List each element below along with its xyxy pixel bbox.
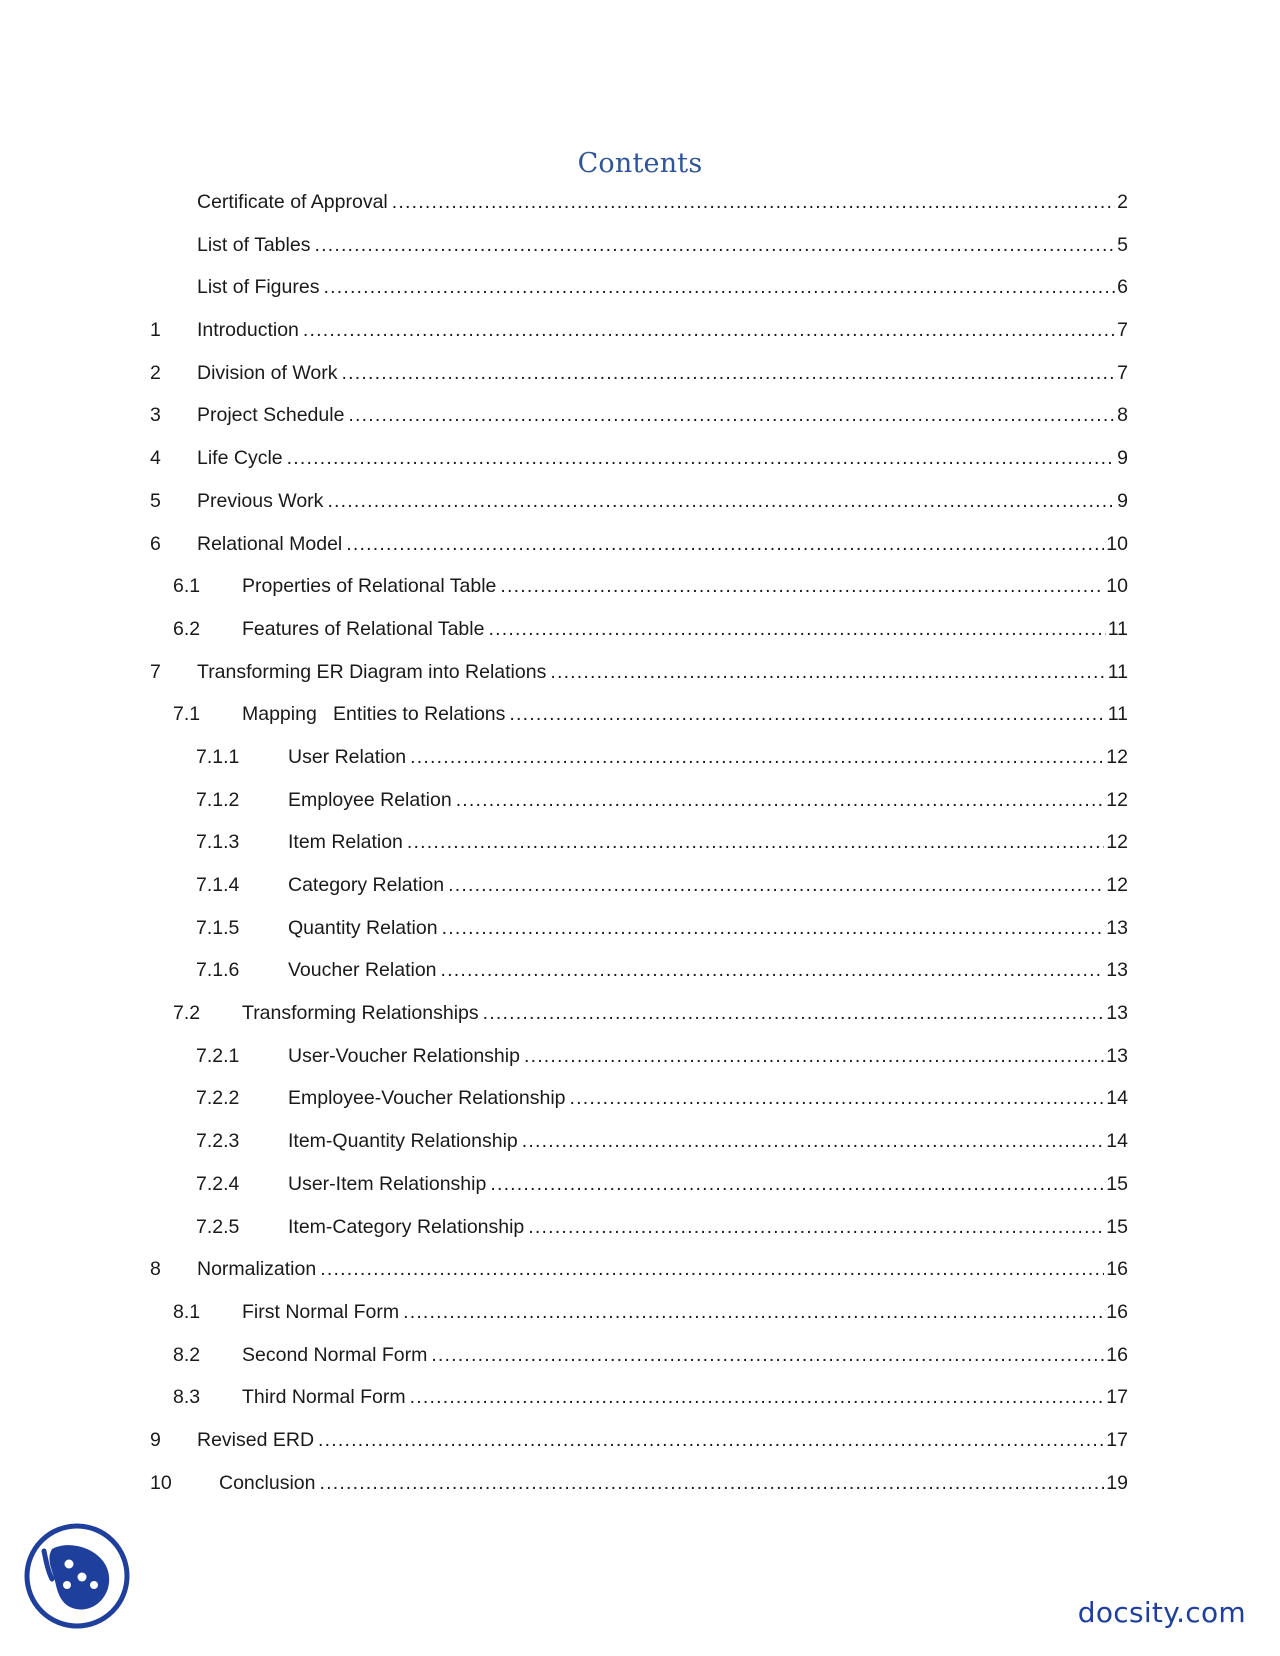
- toc-dot-leader: [346, 532, 1104, 556]
- toc-entry[interactable]: [150, 700, 1128, 743]
- toc-entry-page-number: 13: [1106, 959, 1128, 982]
- toc-entry-label: User-Item Relationship: [288, 1172, 487, 1195]
- toc-entry-label: Employee Relation: [288, 788, 452, 811]
- toc-entry-page-number: 11: [1107, 660, 1128, 683]
- toc-dot-leader: [410, 745, 1104, 769]
- toc-entry-number: 6.2: [173, 617, 201, 640]
- toc-entry[interactable]: [150, 956, 1128, 999]
- toc-entry-page-number: 12: [1106, 874, 1128, 896]
- toc-dot-leader: [403, 1300, 1104, 1324]
- toc-entry[interactable]: [150, 999, 1128, 1042]
- toc-entry-page-number: 9: [1117, 447, 1128, 470]
- toc-entry-label: Relational Model: [197, 532, 343, 555]
- toc-entry[interactable]: [150, 359, 1128, 402]
- toc-entry-number: 7.1.3: [196, 831, 240, 854]
- toc-entry-page-number: 16: [1106, 1343, 1128, 1366]
- toc-entry[interactable]: [150, 1341, 1128, 1384]
- toc-dot-leader: [318, 1428, 1104, 1452]
- toc-dot-leader: [319, 1471, 1104, 1495]
- toc-entry-number: 9: [150, 1428, 161, 1451]
- toc-entry-label: Employee-Voucher Relationship: [288, 1087, 566, 1110]
- toc-entry-label: Item Relation: [288, 831, 403, 854]
- toc-entry-page-number: 15: [1106, 1215, 1128, 1238]
- toc-entry-number: 7.2.5: [196, 1215, 240, 1238]
- toc-entry-page-number: 12: [1106, 831, 1128, 854]
- toc-entry[interactable]: [150, 871, 1128, 914]
- toc-entry-label: Category Relation: [288, 874, 445, 896]
- toc-entry-page-number: 10: [1106, 575, 1128, 598]
- toc-entry-number: 7.2.1: [196, 1044, 240, 1067]
- toc-entry-label: Division of Work: [197, 361, 338, 384]
- toc-entry-label: Revised ERD: [197, 1428, 315, 1451]
- toc-entry-label: Second Normal Form: [242, 1343, 428, 1366]
- toc-entry-label: Normalization: [197, 1258, 317, 1281]
- toc-dot-leader: [287, 446, 1116, 470]
- toc-entry[interactable]: [150, 1255, 1128, 1298]
- toc-dot-leader: [410, 1385, 1105, 1409]
- toc-entry[interactable]: [150, 658, 1128, 701]
- toc-entry[interactable]: [150, 572, 1128, 615]
- toc-dot-leader: [314, 233, 1115, 257]
- toc-entry-number: 7.1.4: [196, 874, 240, 896]
- toc-entry-page-number: 14: [1106, 1130, 1128, 1153]
- toc-entry-label: Voucher Relation: [288, 959, 437, 982]
- toc-entry[interactable]: [150, 1213, 1128, 1256]
- toc-entry-label: Certificate of Approval: [197, 191, 388, 213]
- toc-entry-label: Introduction: [197, 319, 299, 342]
- toc-entry-label: Transforming ER Diagram into Relations: [197, 660, 547, 683]
- toc-entry-number: 10: [150, 1471, 172, 1494]
- toc-entry[interactable]: [150, 1426, 1128, 1469]
- toc-entry-number: 6.1: [173, 575, 201, 598]
- toc-entry-page-number: 13: [1106, 916, 1128, 939]
- toc-entry-number: 7.2: [173, 1002, 201, 1025]
- toc-entry[interactable]: [150, 188, 1128, 231]
- toc-dot-leader: [570, 1086, 1105, 1110]
- toc-dot-leader: [348, 403, 1115, 427]
- toc-entry-label: Quantity Relation: [288, 916, 438, 939]
- toc-entry-page-number: 17: [1106, 1428, 1128, 1451]
- toc-entry-number: 7.1.6: [196, 959, 240, 982]
- toc-entry-page-number: 6: [1117, 276, 1128, 299]
- toc-entry[interactable]: [150, 231, 1128, 274]
- toc-entry-label: Mapping Entities to Relations: [242, 703, 506, 726]
- toc-entry[interactable]: [150, 914, 1128, 957]
- toc-entry-label: Third Normal Form: [242, 1386, 406, 1409]
- toc-entry-number: 7: [150, 660, 161, 683]
- toc-entry-number: 8.2: [173, 1343, 201, 1366]
- toc-entry-page-number: 2: [1117, 191, 1128, 213]
- toc-entry-page-number: 14: [1106, 1087, 1128, 1110]
- toc-entry-number: 3: [150, 404, 161, 427]
- toc-entry-number: 7.1.5: [196, 916, 240, 939]
- toc-dot-leader: [442, 916, 1105, 940]
- toc-entry-label: Transforming Relationships: [242, 1002, 479, 1025]
- toc-entry-number: 7.2.2: [196, 1087, 240, 1110]
- toc-entry-number: 7.1.1: [196, 745, 240, 768]
- toc-entry[interactable]: [150, 615, 1128, 658]
- toc-dot-leader: [323, 275, 1115, 299]
- toc-entry[interactable]: [150, 1170, 1128, 1213]
- toc-dot-leader: [490, 1172, 1104, 1196]
- toc-dot-leader: [320, 1257, 1104, 1281]
- toc-entry[interactable]: [150, 1298, 1128, 1341]
- toc-entry-number: 7.2.3: [196, 1130, 240, 1153]
- toc-entry-label: Item-Category Relationship: [288, 1215, 525, 1238]
- toc-dot-leader: [524, 1044, 1104, 1068]
- toc-entry-page-number: 11: [1107, 617, 1128, 640]
- toc-entry[interactable]: [150, 1383, 1128, 1426]
- toc-dot-leader: [488, 617, 1105, 641]
- toc-entry[interactable]: [150, 1127, 1128, 1170]
- toc-dot-leader: [431, 1343, 1104, 1367]
- toc-entry-page-number: 7: [1117, 319, 1128, 342]
- toc-entry-number: 4: [150, 447, 161, 470]
- toc-entry-number: 1: [150, 319, 161, 342]
- toc-entry-number: 7.2.4: [196, 1172, 240, 1195]
- toc-entry-page-number: 12: [1106, 745, 1128, 768]
- toc-entry-label: List of Tables: [197, 233, 311, 256]
- toc-entry-page-number: 5: [1117, 233, 1128, 256]
- toc-entry-page-number: 12: [1106, 788, 1128, 811]
- toc-dot-leader: [303, 318, 1115, 342]
- toc-entry-number: 6: [150, 532, 161, 555]
- toc-entry[interactable]: [150, 487, 1128, 530]
- docsity-logo-icon[interactable]: [22, 1521, 132, 1631]
- toc-dot-leader: [509, 702, 1105, 726]
- toc-entry-label: Item-Quantity Relationship: [288, 1130, 518, 1153]
- toc-entry-label: Project Schedule: [197, 404, 345, 427]
- toc-entry-number: 2: [150, 361, 161, 384]
- toc-entry-number: 7.1.2: [196, 788, 240, 811]
- toc-entry[interactable]: [150, 273, 1128, 316]
- toc-entry-label: Life Cycle: [197, 447, 283, 470]
- toc-entry[interactable]: [150, 828, 1128, 871]
- toc-entry-number: 8: [150, 1258, 161, 1281]
- toc-dot-leader: [327, 489, 1115, 513]
- toc-dot-leader: [528, 1215, 1104, 1239]
- toc-entry-label: First Normal Form: [242, 1300, 400, 1323]
- table-of-contents: [150, 188, 1128, 1511]
- toc-entry-number: 5: [150, 489, 161, 512]
- toc-dot-leader: [407, 830, 1104, 854]
- toc-entry[interactable]: [150, 1042, 1128, 1085]
- toc-dot-leader: [500, 574, 1104, 598]
- toc-dot-leader: [550, 660, 1105, 684]
- toc-entry-page-number: 16: [1106, 1258, 1128, 1281]
- toc-dot-leader: [448, 873, 1104, 897]
- toc-dot-leader: [483, 1001, 1105, 1025]
- toc-entry-page-number: 8: [1117, 404, 1128, 427]
- toc-entry[interactable]: [150, 1469, 1128, 1512]
- toc-entry-label: List of Figures: [197, 276, 320, 299]
- toc-entry-label: User-Voucher Relationship: [288, 1044, 520, 1067]
- toc-entry-page-number: 9: [1117, 489, 1128, 512]
- toc-dot-leader: [392, 190, 1115, 214]
- toc-dot-leader: [522, 1129, 1105, 1153]
- toc-entry-page-number: 13: [1106, 1002, 1128, 1025]
- toc-entry-number: 7.1: [173, 703, 201, 726]
- toc-entry-page-number: 13: [1106, 1044, 1128, 1067]
- toc-entry[interactable]: [150, 743, 1128, 786]
- toc-entry-page-number: 19: [1106, 1471, 1128, 1494]
- toc-entry[interactable]: [150, 786, 1128, 829]
- toc-entry-label: Previous Work: [197, 489, 324, 512]
- toc-entry[interactable]: [150, 530, 1128, 573]
- toc-entry[interactable]: [150, 316, 1128, 359]
- toc-entry-number: 8.1: [173, 1300, 201, 1323]
- toc-dot-leader: [342, 361, 1116, 385]
- toc-entry-page-number: 11: [1107, 703, 1128, 726]
- toc-entry-label: Conclusion: [219, 1471, 316, 1494]
- toc-entry-page-number: 7: [1117, 361, 1128, 384]
- toc-dot-leader: [456, 788, 1105, 812]
- toc-entry[interactable]: [150, 444, 1128, 487]
- toc-entry[interactable]: [150, 1084, 1128, 1127]
- docsity-brand-link[interactable]: docsity.com: [1077, 1596, 1246, 1629]
- toc-entry-number: 8.3: [173, 1386, 201, 1409]
- page-title: Contents: [577, 148, 703, 179]
- toc-entry-page-number: 15: [1106, 1172, 1128, 1195]
- toc-entry-page-number: 17: [1106, 1386, 1128, 1409]
- toc-entry-label: User Relation: [288, 745, 407, 768]
- toc-entry-page-number: 10: [1106, 532, 1128, 555]
- toc-entry[interactable]: [150, 401, 1128, 444]
- toc-entry-label: Properties of Relational Table: [242, 575, 497, 598]
- toc-entry-page-number: 16: [1106, 1300, 1128, 1323]
- toc-dot-leader: [441, 958, 1105, 982]
- toc-entry-label: Features of Relational Table: [242, 617, 485, 640]
